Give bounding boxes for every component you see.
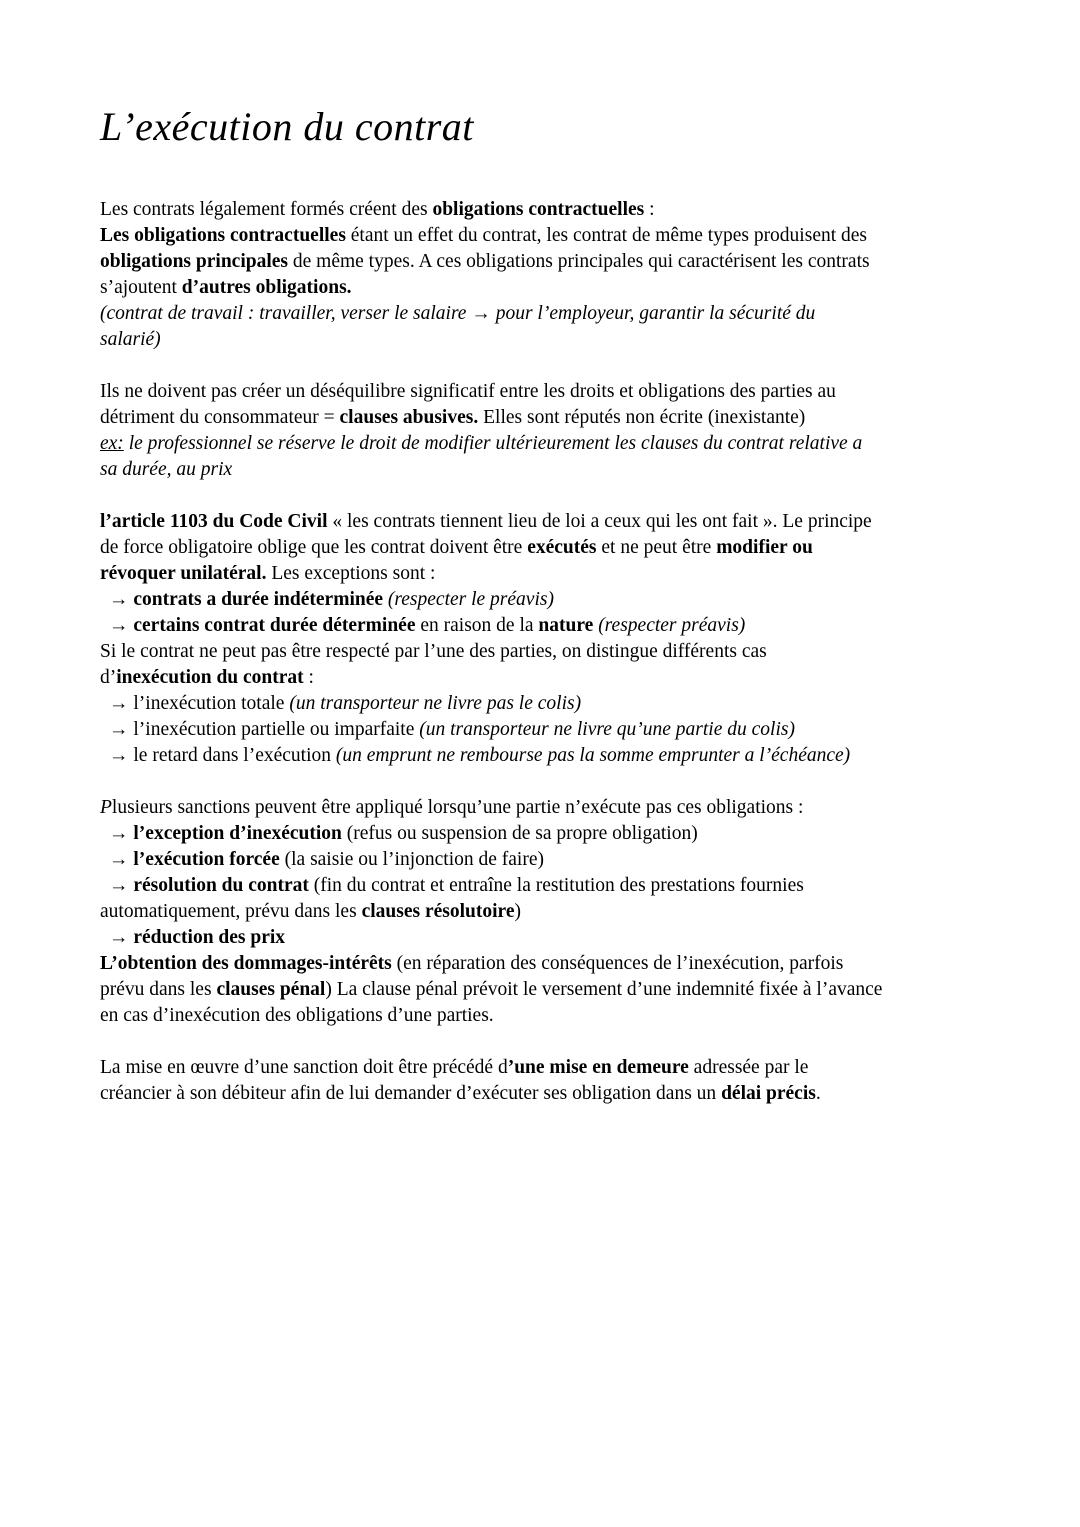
text-line <box>100 561 995 587</box>
text-line <box>100 249 995 275</box>
text-run: et ne peut être <box>596 537 717 558</box>
text-line <box>100 223 995 249</box>
document-body <box>100 197 995 1107</box>
text-line <box>100 509 995 535</box>
text-run: → <box>109 927 134 948</box>
text-line <box>100 1003 995 1029</box>
text-run: détriment du consommateur = <box>100 407 340 428</box>
text-run: . <box>815 1083 821 1104</box>
text-run: révoquer unilatéral. <box>100 563 267 584</box>
text-run: → <box>109 823 134 844</box>
page-title: L’exécution du contrat <box>100 104 474 149</box>
text-run: « les contrats tiennent lieu de loi a ceux qui les ont fait ». Le principe <box>327 511 872 532</box>
text-line <box>100 691 995 717</box>
text-run: de même types. A ces obligations principales qui caractérisent les contrats <box>288 251 870 272</box>
text-run: (refus ou suspension de sa propre obligation) <box>341 823 698 844</box>
text-run: obligations contractuelles <box>432 199 645 220</box>
text-line <box>100 717 995 743</box>
paragraph <box>100 795 995 1029</box>
text-run: ) <box>514 901 521 922</box>
text-run: d’autres obligations. <box>181 277 352 298</box>
text-line <box>100 301 995 327</box>
text-run: inexécution du contrat <box>116 667 304 688</box>
text-run: obligations principales <box>100 251 288 272</box>
text-run: → <box>109 849 134 870</box>
text-run: clauses pénal <box>216 979 326 1000</box>
text-run: de force obligatoire oblige que les contrat doivent être <box>100 537 528 558</box>
text-run: contrats a durée indéterminée <box>133 589 384 610</box>
text-run: → <box>109 615 134 636</box>
text-run: → l’inexécution totale <box>109 693 290 714</box>
text-run: exécutés <box>527 537 597 558</box>
text-run: étant un effet du contrat, les contrat de même types produisent des <box>345 225 868 246</box>
text-run: (respecter le préavis) <box>387 589 554 610</box>
text-run: salarié) <box>100 329 161 350</box>
text-run: d’ <box>100 667 117 688</box>
text-run: → <box>109 589 134 610</box>
text-run: → le retard dans l’exécution <box>109 745 336 766</box>
text-run: clauses abusives. <box>339 407 479 428</box>
text-run: prévu dans les <box>100 979 217 1000</box>
text-run: (en réparation des conséquences de l’inexécution, parfois <box>391 953 844 974</box>
text-run: : <box>644 199 655 220</box>
text-run: en raison de la <box>415 615 539 636</box>
text-line <box>100 1081 995 1107</box>
text-run: ) La clause pénal prévoit le versement d’une indemnité fixée à l’avance <box>325 979 883 1000</box>
text-line <box>100 327 995 353</box>
text-run: l’exception d’inexécution <box>133 823 342 844</box>
text-line <box>100 535 995 561</box>
text-run: réduction des prix <box>133 927 286 948</box>
text-line <box>100 665 995 691</box>
text-run: le professionnel se réserve le droit de modifier ultérieurement les clauses du contrat relative a <box>123 433 863 454</box>
text-line <box>100 925 995 951</box>
text-line <box>100 275 995 301</box>
text-line <box>100 431 995 457</box>
text-run: nature <box>538 615 594 636</box>
text-line <box>100 795 995 821</box>
text-run: (un transporteur ne livre pas le colis) <box>289 693 582 714</box>
text-run: lusieurs sanctions peuvent être appliqué lorsqu’une partie n’exécute pas ces obligations : <box>111 797 804 818</box>
text-run: (contrat de travail : travailler, verser le salaire → pour l’employeur, garantir la sécurité du <box>100 303 816 324</box>
text-run: (la saisie ou l’injonction de faire) <box>279 849 544 870</box>
text-run: certains contrat durée déterminée <box>133 615 416 636</box>
text-run: (un emprunt ne rembourse pas la somme emprunter a l’échéance) <box>335 745 851 766</box>
text-run: délai précis <box>721 1083 816 1104</box>
text-run: s’ajoutent <box>100 277 182 298</box>
text-run: clauses résolutoire <box>361 901 515 922</box>
text-run: P <box>100 797 112 818</box>
text-line <box>100 587 995 613</box>
text-run: Les obligations contractuelles <box>100 225 346 246</box>
text-run: Elles sont réputés non écrite (inexistante) <box>478 407 806 428</box>
text-line <box>100 197 995 223</box>
text-run: l’exécution forcée <box>133 849 280 870</box>
text-run: Si le contrat ne peut pas être respecté par l’une des parties, on distingue différents cas <box>100 641 767 662</box>
text-run: en cas d’inexécution des obligations d’une parties. <box>100 1005 494 1026</box>
text-run: Les contrats légalement formés créent des <box>100 199 433 220</box>
text-line <box>100 457 995 483</box>
text-run: (un transporteur ne livre qu’une partie du colis) <box>419 719 795 740</box>
paragraph <box>100 379 995 483</box>
text-line <box>100 821 995 847</box>
text-line <box>100 639 995 665</box>
text-line <box>100 847 995 873</box>
paragraph <box>100 197 995 353</box>
text-run: → l’inexécution partielle ou imparfaite <box>109 719 420 740</box>
paragraph <box>100 1055 995 1107</box>
text-run: l’article 1103 du Code Civil <box>100 511 328 532</box>
text-line <box>100 977 995 1003</box>
text-line <box>100 899 995 925</box>
paragraph <box>100 509 995 769</box>
text-run: créancier à son débiteur afin de lui demander d’exécuter ses obligation dans un <box>100 1083 722 1104</box>
text-line <box>100 873 995 899</box>
text-run: (respecter préavis) <box>598 615 746 636</box>
text-run: ’une mise en demeure <box>507 1057 689 1078</box>
text-line <box>100 379 995 405</box>
text-line <box>100 951 995 977</box>
text-run: adressée par le <box>688 1057 809 1078</box>
text-run: résolution du contrat <box>133 875 309 896</box>
text-line <box>100 1055 995 1081</box>
text-run: La mise en œuvre d’une sanction doit être précédé d <box>100 1057 508 1078</box>
text-run: : <box>303 667 314 688</box>
text-line <box>100 743 995 769</box>
text-run: → <box>109 875 134 896</box>
text-line <box>100 405 995 431</box>
text-run: sa durée, au prix <box>100 459 233 480</box>
text-run: ex: <box>100 433 124 454</box>
text-run: automatiquement, prévu dans les <box>100 901 362 922</box>
text-run: L’obtention des dommages-intérêts <box>100 953 392 974</box>
text-run: Les exceptions sont : <box>266 563 436 584</box>
text-line <box>100 613 995 639</box>
text-run: modifier ou <box>716 537 813 558</box>
text-run: (fin du contrat et entraîne la restitution des prestations fournies <box>308 875 804 896</box>
text-run: Ils ne doivent pas créer un déséquilibre significatif entre les droits et obligations des parties au <box>100 381 836 402</box>
